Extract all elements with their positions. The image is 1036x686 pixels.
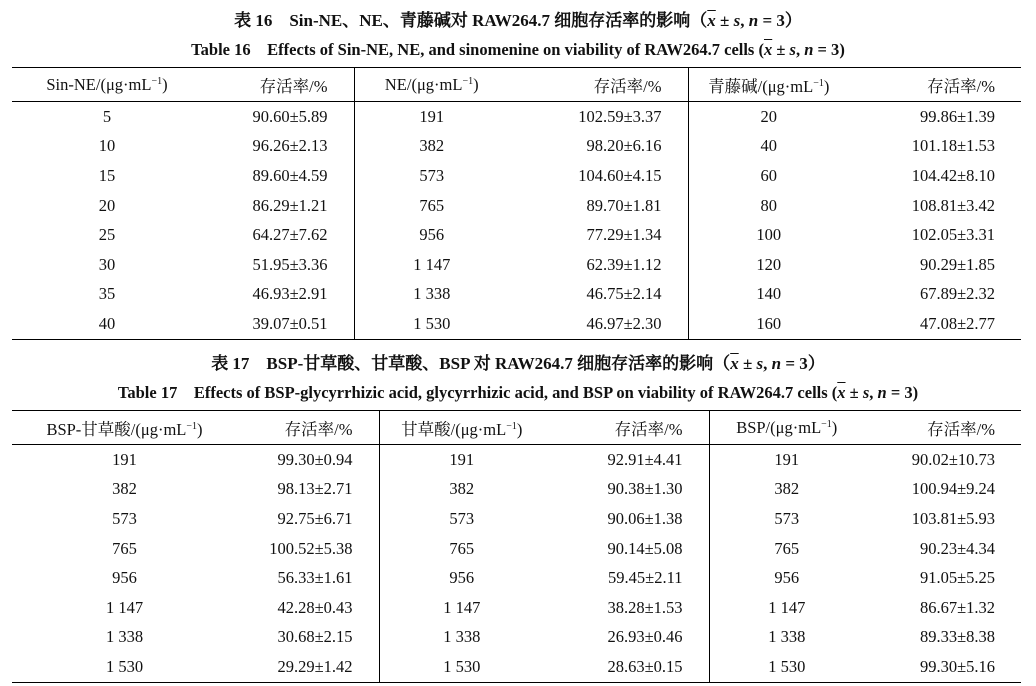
concentration-cell: 120 xyxy=(756,254,782,274)
concentration-cell: 956 xyxy=(419,225,445,245)
viability-cell: 30.68±2.15 xyxy=(237,623,379,653)
concentration-cell: 1 530 xyxy=(443,656,481,676)
concentration-cell: 10 xyxy=(98,136,116,156)
table17-body xyxy=(12,445,1021,683)
table-row xyxy=(12,250,1021,280)
table-row xyxy=(12,593,1021,623)
header-concentration: 青藤碱$/(\mu g\cdot mL^{-1})$ xyxy=(688,68,849,102)
viability-cell: 46.75±2.14 xyxy=(509,280,688,310)
concentration-cell: 1 530 xyxy=(413,313,451,333)
concentration-cell: 160 xyxy=(756,313,782,333)
header-concentration: $NE/(\mu g\cdot mL^{-1})$ xyxy=(354,68,509,102)
concentration-cell: 5 xyxy=(102,106,112,126)
concentration-cell: 20 xyxy=(760,106,777,126)
viability-cell: 108.81±3.42 xyxy=(911,195,995,215)
viability-cell: 51.95±3.36 xyxy=(202,250,354,280)
header-concentration: Sin-$NE/(\mu g\cdot mL^{-1})$ xyxy=(12,68,202,102)
header-concentration: BSP-甘草酸$/(\mu g\cdot mL^{-1})$ xyxy=(12,411,237,445)
concentration-cell: 573 xyxy=(449,508,475,528)
viability-cell: 89.70±1.81 xyxy=(509,191,688,221)
viability-cell: 77.29±1.34 xyxy=(509,220,688,250)
viability-cell: 64.27±7.62 xyxy=(202,220,354,250)
table-header-row xyxy=(12,68,1021,102)
viability-cell: 103.81±5.93 xyxy=(911,508,995,528)
viability-cell: 102.05±3.31 xyxy=(911,225,995,245)
header-concentration: 甘草酸$/(\mu g\cdot mL^{-1})$ xyxy=(379,411,544,445)
concentration-cell: 1 338 xyxy=(413,284,451,304)
concentration-cell: 1 530 xyxy=(768,656,806,676)
concentration-cell: 1 530 xyxy=(105,656,144,676)
table-row xyxy=(12,102,1021,132)
viability-cell: 42.28±0.43 xyxy=(237,593,379,623)
viability-cell: 90.23±4.34 xyxy=(919,538,995,558)
header-viability: 存活率/% xyxy=(544,411,709,445)
concentration-cell: 1 338 xyxy=(105,627,144,647)
concentration-cell: 140 xyxy=(756,284,782,304)
concentration-cell: 40 xyxy=(760,136,777,156)
concentration-cell: 1 338 xyxy=(768,627,806,647)
table-row xyxy=(12,445,1021,475)
table-row xyxy=(12,220,1021,250)
header-viability: 存活率/% xyxy=(849,68,1021,102)
table17-caption-cn: 表 17 BSP-甘草酸、甘草酸、BSP 对 RAW264.7 细胞存活率的影响（$\overline{x} \pm s$, n = 3） xyxy=(211,354,825,373)
table-row xyxy=(12,132,1021,162)
viability-cell: 47.08±2.77 xyxy=(919,313,995,333)
concentration-cell: 1 338 xyxy=(443,627,481,647)
viability-cell: 90.38±1.30 xyxy=(544,475,709,505)
table-row xyxy=(12,280,1021,310)
concentration-cell: 60 xyxy=(760,165,777,185)
viability-cell: 86.67±1.32 xyxy=(919,597,995,617)
concentration-cell: 382 xyxy=(419,136,445,156)
concentration-cell: 382 xyxy=(112,479,137,499)
viability-cell: 46.97±2.30 xyxy=(509,309,688,339)
viability-cell: 29.29±1.42 xyxy=(237,652,379,682)
concentration-cell: 573 xyxy=(419,165,445,185)
viability-cell: 56.33±1.61 xyxy=(237,563,379,593)
viability-cell: 90.60±5.89 xyxy=(202,102,354,132)
viability-cell: 62.39±1.12 xyxy=(509,250,688,280)
table17-caption-en: Table 17 Effects of BSP-glycyrrhizic acid, glycyrrhizic acid, and BSP on viability of RAW264.7 cells ($\overline{x} \pm s$, n = 3) xyxy=(117,383,919,402)
concentration-cell: 1 147 xyxy=(105,597,144,617)
concentration-cell: 191 xyxy=(449,449,475,469)
viability-cell: 59.45±2.11 xyxy=(544,563,709,593)
table-row xyxy=(12,475,1021,505)
header-viability: 存活率/% xyxy=(202,68,354,102)
concentration-cell: 765 xyxy=(449,538,475,558)
viability-cell: 96.26±2.13 xyxy=(202,132,354,162)
concentration-cell: 1 147 xyxy=(413,254,451,274)
table-row xyxy=(12,191,1021,221)
header-concentration: BSP/$(\mu g\cdot mL^{-1})$ xyxy=(709,411,864,445)
concentration-cell: 765 xyxy=(112,538,137,558)
concentration-cell: 80 xyxy=(760,195,777,215)
table16-caption-cn: 表 16 Sin-NE、NE、青藤碱对 RAW264.7 细胞存活率的影响（$\overline{x} \pm s$, n = 3） xyxy=(234,11,802,30)
viability-cell: 90.29±1.85 xyxy=(919,254,995,274)
viability-cell: 101.18±1.53 xyxy=(911,136,995,156)
header-viability: 存活率/% xyxy=(509,68,688,102)
table16-caption-en: Table 16 Effects of Sin-NE, NE, and sinomenine on viability of RAW264.7 cells ($\overline{x} \pm s$, n = 3) xyxy=(191,40,845,59)
table-row xyxy=(12,534,1021,564)
table16 xyxy=(12,67,1021,340)
concentration-cell: 25 xyxy=(98,225,116,245)
viability-cell: 99.30±0.94 xyxy=(237,445,379,475)
viability-cell: 86.29±1.21 xyxy=(202,191,354,221)
viability-cell: 89.33±8.38 xyxy=(919,627,995,647)
concentration-cell: 35 xyxy=(98,284,116,304)
header-viability: 存活率/% xyxy=(864,411,1021,445)
mean-symbol: $\overline{x}$ xyxy=(707,11,716,30)
viability-cell: 67.89±2.32 xyxy=(919,284,995,304)
viability-cell: 98.13±2.71 xyxy=(237,475,379,505)
viability-cell: 90.06±1.38 xyxy=(544,504,709,534)
concentration-cell: 191 xyxy=(419,106,445,126)
viability-cell: 99.30±5.16 xyxy=(919,656,995,676)
concentration-cell: 956 xyxy=(449,568,475,588)
concentration-cell: 20 xyxy=(98,195,116,215)
concentration-cell: 100 xyxy=(756,225,782,245)
viability-cell: 104.42±8.10 xyxy=(911,165,995,185)
concentration-cell: 956 xyxy=(112,568,137,588)
concentration-cell: 1 147 xyxy=(443,597,481,617)
concentration-cell: 30 xyxy=(98,254,116,274)
table-row xyxy=(12,563,1021,593)
viability-cell: 26.93±0.46 xyxy=(544,623,709,653)
viability-cell: 39.07±0.51 xyxy=(202,309,354,339)
viability-cell: 90.02±10.73 xyxy=(911,449,995,469)
concentration-cell: 40 xyxy=(98,313,116,333)
viability-cell: 98.20±6.16 xyxy=(509,132,688,162)
viability-cell: 46.93±2.91 xyxy=(202,280,354,310)
viability-cell: 28.63±0.15 xyxy=(544,652,709,682)
viability-cell: 102.59±3.37 xyxy=(509,102,688,132)
concentration-cell: 15 xyxy=(98,165,116,185)
concentration-cell: 573 xyxy=(112,508,137,528)
concentration-cell: 191 xyxy=(774,449,800,469)
table-row xyxy=(12,161,1021,191)
table17 xyxy=(12,410,1021,683)
concentration-cell: 765 xyxy=(419,195,445,215)
table-row xyxy=(12,652,1021,682)
table-row xyxy=(12,623,1021,653)
concentration-cell: 573 xyxy=(774,508,800,528)
viability-cell: 100.94±9.24 xyxy=(911,479,995,499)
viability-cell: 99.86±1.39 xyxy=(919,106,995,126)
viability-cell: 90.14±5.08 xyxy=(544,534,709,564)
concentration-cell: 765 xyxy=(774,538,800,558)
table16-body xyxy=(12,102,1021,340)
viability-cell: 38.28±1.53 xyxy=(544,593,709,623)
table-row xyxy=(12,504,1021,534)
viability-cell: 92.91±4.41 xyxy=(544,445,709,475)
concentration-cell: 956 xyxy=(774,568,800,588)
viability-cell: 91.05±5.25 xyxy=(919,568,995,588)
viability-cell: 100.52±5.38 xyxy=(237,534,379,564)
viability-cell: 92.75±6.71 xyxy=(237,504,379,534)
table-row xyxy=(12,309,1021,339)
concentration-cell: 191 xyxy=(112,449,137,469)
viability-cell: 104.60±4.15 xyxy=(509,161,688,191)
table-header-row xyxy=(12,411,1021,445)
viability-cell: 89.60±4.59 xyxy=(202,161,354,191)
concentration-cell: 382 xyxy=(449,479,475,499)
concentration-cell: 1 147 xyxy=(768,597,806,617)
header-viability: 存活率/% xyxy=(237,411,379,445)
concentration-cell: 382 xyxy=(774,479,800,499)
